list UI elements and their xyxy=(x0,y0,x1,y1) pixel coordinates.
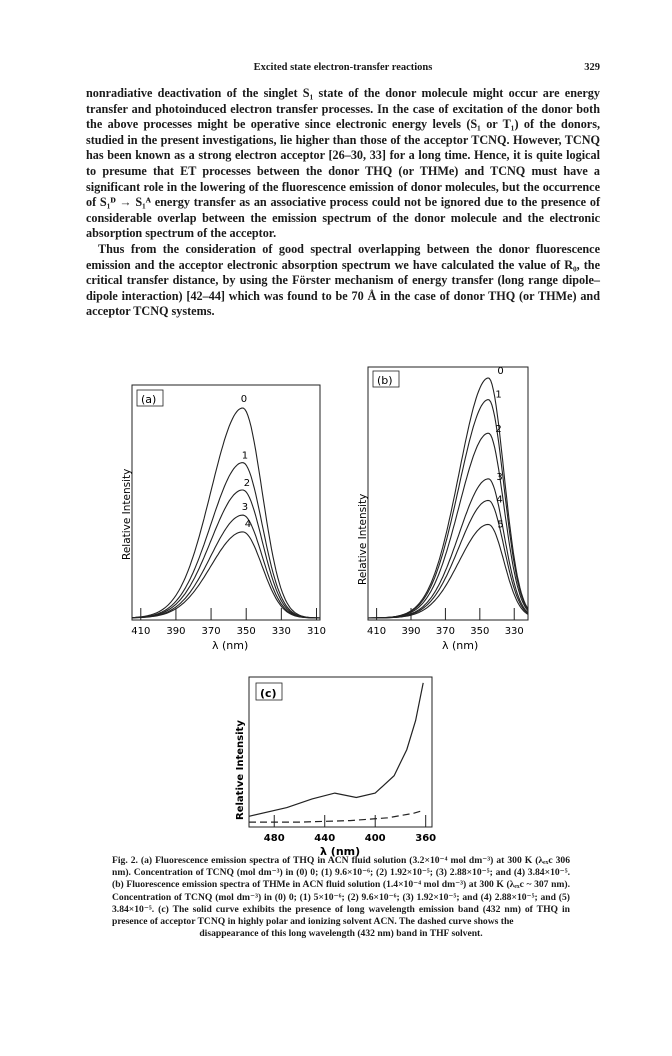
panel-c-xlabel: λ (nm) xyxy=(320,845,361,858)
x-tick-label: 330 xyxy=(504,626,524,637)
panel-a-label: (a) xyxy=(141,393,157,406)
curve-2 xyxy=(132,490,320,618)
panel-c-label: (c) xyxy=(260,687,277,700)
curve-label-4: 4 xyxy=(496,494,503,506)
x-tick-label: 370 xyxy=(201,626,221,637)
solid-curve xyxy=(249,683,423,816)
curve-label-1: 1 xyxy=(495,389,502,401)
x-tick-label: 390 xyxy=(166,626,186,637)
curve-4 xyxy=(368,500,528,618)
panel-c-ticks xyxy=(264,815,436,844)
panel-b-xlabel: λ (nm) xyxy=(442,639,479,652)
figure-caption xyxy=(112,855,570,940)
x-tick-label: 410 xyxy=(367,626,387,637)
x-tick-label: 440 xyxy=(314,833,336,844)
x-tick-label: 350 xyxy=(236,626,256,637)
caption-text: Fig. 2. (a) Fluorescence emission spectra of THQ in ACN fluid solution (3.2×10⁻⁴ mol dm⁻³) at 300 K (λₑₓc 306 nm). Concentration of TCNQ (mol dm⁻³) in (0) 0; (1) 9.6×10⁻⁶; (2) 1.92×10⁻⁵; (3) 2.88×10⁻⁵; and (4) 3.84×10⁻⁵. (b) Fluorescence emission spectra of THMe in ACN fluid solution (1.4×10⁻⁴ mol dm⁻³) at 300 K (λₑₓc ~ 307 nm). Concentration of TCNQ (mol dm⁻³) in (0) 0; (1) 5×10⁻⁶; (2) 9.6×10⁻⁶; (3) 1.92×10⁻⁵; and (4) 2.88×10⁻⁵; and (5) 3.84×10⁻⁵. (c) The solid curve exhibits the presence of long wavelength emission band (432 nm) of THQ in presence of acceptor TCNQ in highly polar and ionizing solvent ACN. The dashed curve shows the xyxy=(112,855,570,928)
panel-a xyxy=(121,385,326,652)
x-tick-label: 480 xyxy=(263,833,285,844)
panel-a-frame xyxy=(132,385,320,620)
curve-label-4: 4 xyxy=(244,518,252,530)
x-tick-label: 400 xyxy=(364,833,386,844)
panel-a-ylabel: Relative Intensity xyxy=(121,468,133,560)
x-tick-label: 360 xyxy=(415,833,437,844)
curve-label-0: 0 xyxy=(497,366,504,377)
curve-5 xyxy=(368,524,528,618)
panel-b-ylabel: Relative Intensity xyxy=(357,493,369,585)
panel-b-ticks xyxy=(367,608,524,637)
curve-label-2: 2 xyxy=(243,477,251,489)
panel-a-xlabel: λ (nm) xyxy=(212,639,249,652)
panel-b xyxy=(357,366,528,652)
running-title: Excited state electron-transfer reactions xyxy=(253,62,433,73)
panel-b-curves xyxy=(368,366,528,618)
x-tick-label: 390 xyxy=(401,626,421,637)
caption-last-line: disappearance of this long wavelength (432 nm) band in THF solvent. xyxy=(199,928,483,940)
x-tick-label: 410 xyxy=(131,626,151,637)
panel-c xyxy=(235,677,436,858)
curve-3 xyxy=(132,515,320,618)
panel-c-curves xyxy=(249,683,423,822)
panel-b-label: (b) xyxy=(377,374,393,387)
paragraph: Thus from the consideration of good spectral overlapping between the donor fluorescence emission and the acceptor electronic absorption spectrum we have calculated the value of R₀, the critical transfer distance, by using the Förster mechanism of energy transfer (long range dipole–dipole interaction) [42–44] which was found to be 70 Å in the case of donor THQ (or THMe) and acceptor TCNQ systems. xyxy=(86,241,600,319)
curve-0 xyxy=(132,408,320,618)
curve-label-2: 2 xyxy=(495,424,502,436)
curve-1 xyxy=(132,463,320,618)
curve-label-3: 3 xyxy=(496,471,503,483)
paragraph: nonradiative deactivation of the singlet S₁ state of the donor molecule might occur are energy transfer and photoinduced electron transfer processes. In the case of excitation of the donor both the above processes might be operative since electronic energy levels (S₁ or T₁) of the donors, studied in the present investigations, lie higher than those of the acceptor TCNQ. However, TCNQ has been known as a strong electron acceptor [26–30, 33] for a long time. Hence, it is quite logical to presume that ET processes between the donor THQ (or THMe) and TCNQ must have a significant role in the lowering of the fluorescence emission of donor molecules, but the occurrence of S₁ᴰ → S₁ᴬ energy transfer as an associative process could not be ignored due to the presence of considerable overlap between the emission spectrum of the donor molecule and the electronic absorption spectrum of the acceptor. xyxy=(86,86,600,241)
panel-a-curves xyxy=(132,394,320,618)
x-tick-label: 310 xyxy=(306,626,327,637)
x-tick-label: 350 xyxy=(470,626,490,637)
panel-c-ylabel: Relative Intensity xyxy=(235,720,246,820)
curve-label-0: 0 xyxy=(240,394,248,405)
x-tick-label: 330 xyxy=(271,626,291,637)
page-number: 329 xyxy=(584,62,600,73)
curve-label-3: 3 xyxy=(241,502,249,514)
curve-label-5: 5 xyxy=(497,519,504,531)
curve-label-1: 1 xyxy=(241,450,249,462)
curve-4 xyxy=(132,532,320,618)
dashed-curve xyxy=(249,811,423,823)
x-tick-label: 370 xyxy=(435,626,455,637)
